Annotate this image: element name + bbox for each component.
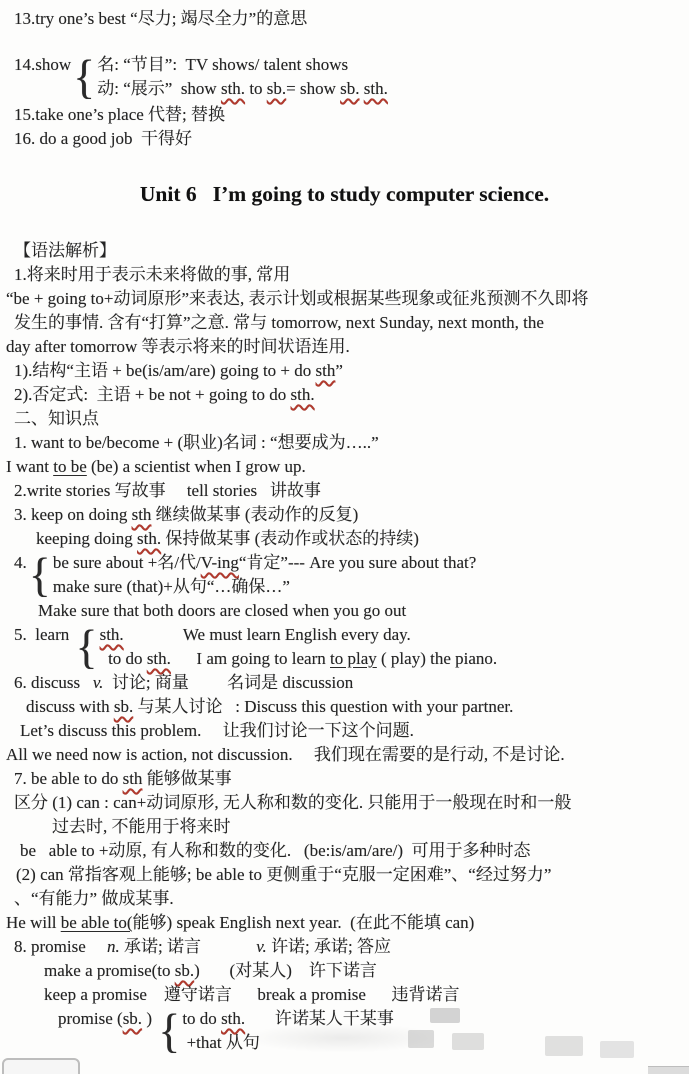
brace-group-lines: [100, 623, 498, 671]
wavy-underlined-term: sth.: [363, 79, 388, 98]
text-segment: be able to +动原, 有人称和数的变化. (be:is/am/are/) 可用于多种时态: [20, 841, 531, 860]
brace-group: [0, 619, 689, 673]
text-segment: 区分 (1) can : can+动词原形, 无人称和数的变化. 只能用于一般现在时和一般: [14, 793, 572, 812]
brace-group-lines: [53, 551, 476, 599]
text-segment: 2).否定式: 主语 + be not + going to do: [14, 385, 291, 404]
text-segment: 继续做某事 (表动作的反复): [151, 505, 359, 524]
text-segment: make sure (that)+从句“…确保…”: [52, 577, 290, 596]
wavy-underlined-term: sth.: [290, 385, 315, 404]
text-line: [100, 623, 498, 647]
text-segment: 能够) speak English next year. (在此不能填 can): [132, 913, 475, 932]
text-segment: = show: [286, 79, 341, 98]
wavy-underlined-term: sb.: [174, 961, 195, 980]
text-segment: We must learn English every day.: [123, 625, 411, 644]
text-line: [0, 695, 689, 719]
text-line: [0, 911, 689, 935]
text-line: [0, 263, 689, 287]
text-segment: 15.take one’s place 代替; 替换: [14, 105, 226, 124]
text-segment: 二、知识点: [14, 409, 99, 428]
text-segment: promise (: [58, 1009, 123, 1028]
text-segment: 13.try one’s best “尽力; 竭尽全力”的意思: [14, 9, 308, 28]
text-line: [53, 575, 476, 599]
text-segment: Make sure that both doors are closed when you go out: [38, 601, 407, 620]
text-segment: 7. be able to do: [14, 769, 123, 788]
text-segment: 5. learn: [14, 625, 74, 644]
text-segment: 8. promise: [14, 937, 108, 956]
text-line: [0, 863, 689, 887]
curly-brace-icon: {: [158, 1003, 181, 1057]
text-segment: 14.show: [14, 55, 72, 74]
wavy-underlined-term: sb.: [266, 79, 287, 98]
text-segment: 过去时, 不能用于将来时: [52, 817, 231, 836]
text-segment: Let’s discuss this problem. 让我们讨论一下这个问题.: [20, 721, 414, 740]
brace-group: [0, 547, 689, 601]
text-line: [0, 671, 689, 695]
watermark-smudge: [452, 1033, 484, 1050]
text-segment: 发生的事情. 含有“打算”之意. 常与 tomorrow, next Sunday, next month, the: [14, 313, 544, 332]
text-segment: to: [245, 79, 267, 98]
text-line: [0, 983, 689, 1007]
brace-group-lines: [97, 53, 388, 101]
wavy-underlined-term: sth: [131, 505, 152, 524]
curly-brace-icon: {: [73, 49, 96, 103]
brace-group-label: [14, 551, 27, 575]
text-segment: I want: [6, 457, 54, 476]
underlined-term: to play: [330, 649, 377, 668]
text-segment: 许诺; 承诺; 答应: [266, 937, 392, 956]
text-segment: day after tomorrow 等表示将来的时间状语连用.: [6, 337, 350, 356]
text-segment: make a promise(to: [44, 961, 175, 980]
text-segment: be sure about +名/代/: [52, 553, 201, 572]
text-line: [0, 887, 689, 911]
text-segment: He will: [6, 913, 61, 932]
brace-group-label: [58, 1007, 156, 1031]
scan-corner-artifact: [2, 1058, 80, 1074]
text-line: [0, 335, 689, 359]
italic-term: v.: [92, 673, 104, 692]
text-segment: 名: “节目”: TV shows/ talent shows: [97, 55, 349, 74]
text-line: [0, 839, 689, 863]
wavy-underlined-term: sth: [122, 769, 143, 788]
text-segment: 1.将来时用于表示未来将做的事, 常用: [14, 265, 291, 284]
text-segment: discuss with: [26, 697, 114, 716]
wavy-underlined-term: sb.: [113, 697, 134, 716]
text-segment: I am going to learn: [170, 649, 331, 668]
brace-group-label: [14, 623, 73, 647]
text-line: [0, 935, 689, 959]
text-line: [0, 959, 689, 983]
curly-brace-icon: {: [75, 619, 98, 673]
brace-group-label: [14, 53, 71, 77]
text-segment: (2) can 常指客观上能够; be able to 更侧重于“克服一定困难”、“经过努力”: [16, 865, 552, 884]
watermark-smudge: [545, 1036, 583, 1056]
text-line: [0, 103, 689, 127]
text-segment: 承诺; 诺言: [119, 937, 257, 956]
wavy-underlined-term: sb.: [122, 1009, 143, 1028]
text-segment: “肯定”--- Are you sure about that?: [238, 553, 477, 572]
text-line: [0, 127, 689, 151]
text-line: [0, 599, 689, 623]
text-line: [0, 287, 689, 311]
text-segment: (be) a scientist when I grow up.: [86, 457, 306, 476]
text-line: [0, 7, 689, 31]
text-line: [0, 743, 689, 767]
text-segment: ( play) the piano.: [376, 649, 498, 668]
text-segment: 能够做某事: [142, 769, 232, 788]
text-segment: ) (对某人) 许下诺言: [194, 961, 377, 980]
scan-corner-artifact: [648, 1066, 689, 1074]
text-segment: 【语法解析】: [14, 241, 116, 260]
text-line: [97, 53, 388, 77]
text-segment: ”: [335, 361, 343, 380]
text-segment: 2.write stories 写故事 tell stories 讲故事: [14, 481, 321, 500]
text-segment: 、“有能力” 做成某事.: [14, 889, 174, 908]
text-line: [0, 767, 689, 791]
text-line: [0, 359, 689, 383]
text-line: [100, 647, 498, 671]
text-line: [0, 311, 689, 335]
wavy-underlined-term: sth.: [221, 1009, 246, 1028]
wavy-underlined-term: sth.: [137, 529, 162, 548]
text-line: [0, 791, 689, 815]
text-segment: 1. want to be/become + (职业)名词 : “想要成为…..”: [14, 433, 379, 452]
wavy-underlined-term: V-ing: [200, 553, 239, 572]
text-line: [0, 431, 689, 455]
text-segment: to do: [182, 1009, 222, 1028]
text-segment: +that 从句: [182, 1033, 260, 1052]
text-line: [0, 479, 689, 503]
text-segment: All we need now is action, not discussion. 我们现在需要的是行动, 不是讨论.: [6, 745, 565, 764]
text-segment: 4.: [14, 553, 27, 572]
text-line: [0, 719, 689, 743]
wavy-underlined-term: sth.: [146, 649, 171, 668]
text-line: [53, 551, 476, 575]
underlined-term: be able to(: [60, 913, 133, 932]
text-segment: 与某人讨论 : Discuss this question with your partner.: [133, 697, 514, 716]
watermark-smudge: [408, 1030, 434, 1048]
text-segment: 动: “展示” show: [97, 79, 221, 98]
text-line: [0, 815, 689, 839]
text-line: [0, 455, 689, 479]
curly-brace-icon: {: [28, 547, 51, 601]
text-segment: 许诺某人干某事: [245, 1009, 394, 1028]
text-segment: to do: [99, 649, 147, 668]
text-segment: “be + going to+动词原形”来表达, 表示计划或根据某些现象或征兆预测不久即将: [6, 289, 589, 308]
text-line: [97, 77, 388, 101]
text-segment: 保持做某事 (表动作或状态的持续): [161, 529, 419, 548]
text-line: [0, 527, 689, 551]
text-segment: 6. discuss: [14, 673, 93, 692]
watermark-smudge: [600, 1041, 634, 1058]
page-title: Unit 6 I’m going to study computer science.: [139, 182, 550, 206]
wavy-underlined-term: sth.: [99, 625, 124, 644]
brace-group: [0, 49, 689, 103]
document-body: [0, 7, 689, 1055]
text-line: [0, 383, 689, 407]
text-segment: 16. do a good job 干得好: [14, 129, 193, 148]
text-segment: 讨论; 商量 名词是 discussion: [103, 673, 354, 692]
italic-term: n.: [107, 937, 120, 956]
wavy-underlined-term: sth: [315, 361, 336, 380]
text-segment: keeping doing: [36, 529, 138, 548]
watermark-smudge: [430, 1008, 460, 1023]
underlined-term: to be: [53, 457, 87, 476]
text-segment: 1).结构“主语 + be(is/am/are) going to + do: [14, 361, 316, 380]
text-segment: ): [142, 1009, 157, 1028]
text-line: [0, 239, 689, 263]
text-line: [0, 503, 689, 527]
wavy-underlined-term: sth.: [220, 79, 246, 98]
text-segment: 3. keep on doing: [14, 505, 132, 524]
text-segment: keep a promise 遵守诺言 break a promise 违背诺言: [44, 985, 460, 1004]
wavy-underlined-term: sb.: [340, 79, 360, 98]
text-line: [0, 407, 689, 431]
italic-term: v.: [256, 937, 267, 956]
